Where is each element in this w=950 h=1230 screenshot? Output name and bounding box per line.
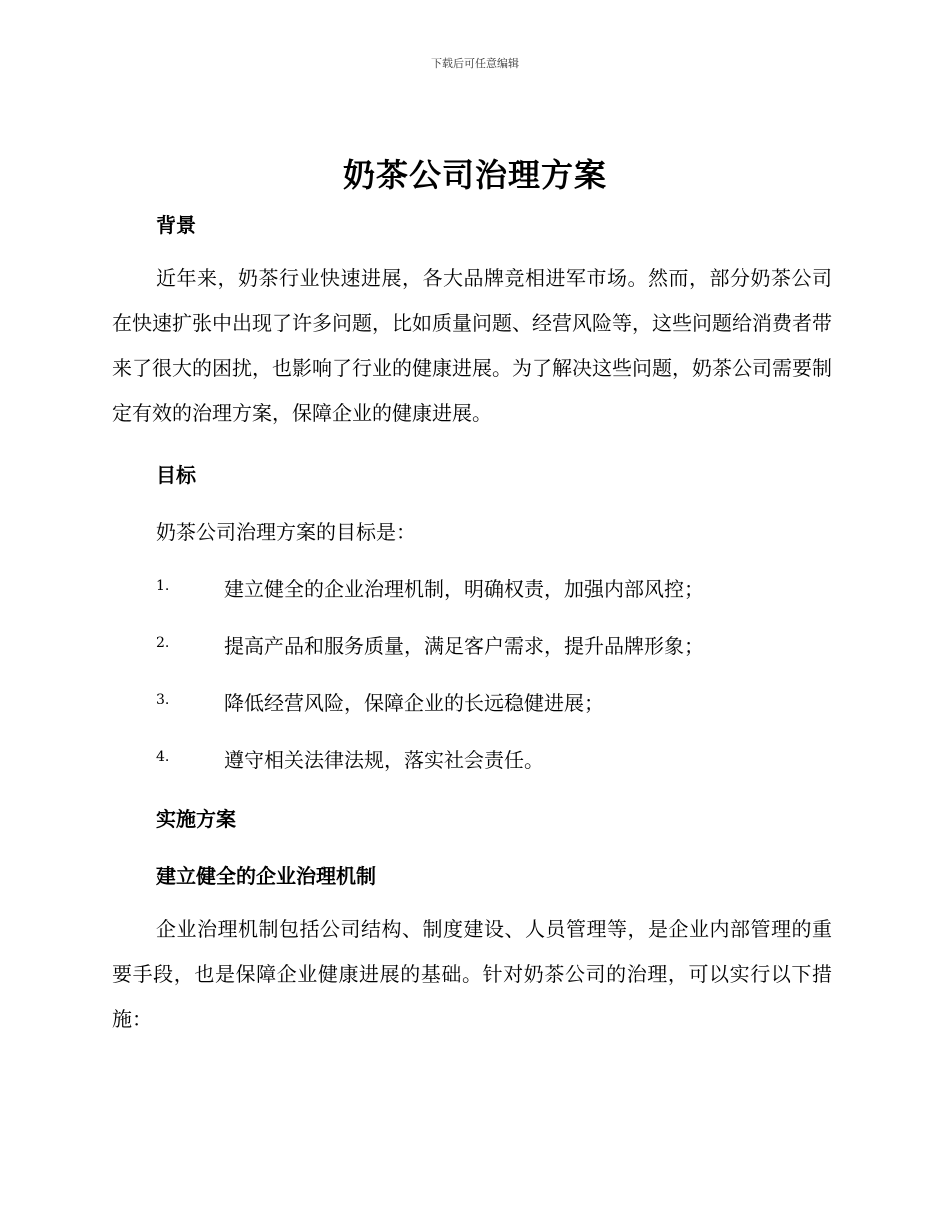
list-item-text: 建立健全的企业治理机制，明确权责，加强内部风控； xyxy=(224,577,704,601)
background-paragraph: 近年来，奶茶行业快速进展，各大品牌竞相进军市场。然而，部分奶茶公司在快速扩张中出现了许多问题，比如质量问题、经营风险等，这些问题给消费者带来了很大的困扰，也影响了行业的健康进展。为了解决这些问题，奶茶公司需要制定有效的治理方案，保障企业的健康进展。 xyxy=(112,266,832,425)
implementation-paragraph: 企业治理机制包括公司结构、制度建设、人员管理等，是企业内部管理的重要手段，也是保障企业健康进展的基础。针对奶茶公司的治理，可以实行以下措施： xyxy=(112,917,832,1031)
subsection-heading-governance: 建立健全的企业治理机制 xyxy=(156,864,376,888)
header-note: 下载后可任意编辑 xyxy=(431,57,519,70)
list-item-number: 1. xyxy=(156,578,170,594)
goals-intro: 奶茶公司治理方案的目标是： xyxy=(156,520,416,544)
list-item-text: 遵守相关法律法规，落实社会责任。 xyxy=(224,748,544,772)
section-heading-background: 背景 xyxy=(156,213,196,237)
section-heading-goals: 目标 xyxy=(156,463,196,487)
section-heading-implementation: 实施方案 xyxy=(156,807,236,831)
list-item-text: 降低经营风险，保障企业的长远稳健进展； xyxy=(224,691,604,715)
list-item-text: 提高产品和服务质量，满足客户需求，提升品牌形象； xyxy=(224,634,704,658)
document-title: 奶茶公司治理方案 xyxy=(342,156,607,194)
list-item-number: 3. xyxy=(156,692,170,708)
list-item-number: 2. xyxy=(156,635,170,651)
list-item-number: 4. xyxy=(156,749,170,765)
